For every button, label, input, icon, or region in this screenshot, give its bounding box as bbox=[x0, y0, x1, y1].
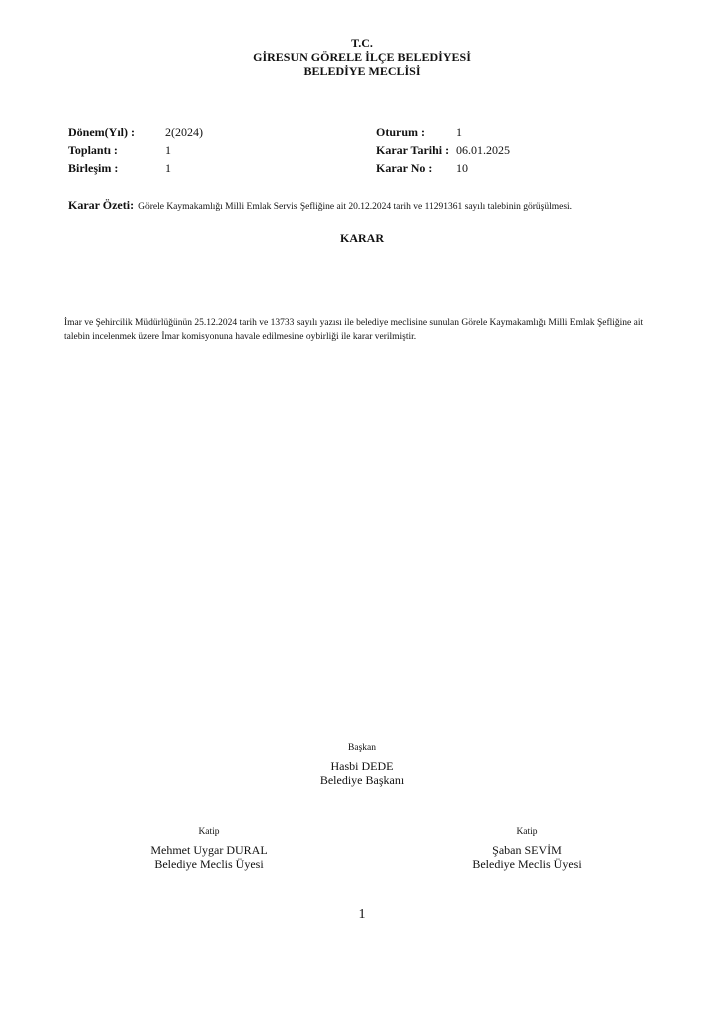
clerk-left-title: Belediye Meclis Üyesi bbox=[154, 857, 264, 871]
summary-label: Karar Özeti: bbox=[68, 198, 135, 212]
karar-tarihi-label: Karar Tarihi : bbox=[376, 143, 450, 157]
header-line-tc: T.C. bbox=[351, 36, 373, 50]
meta-row-3 bbox=[0, 161, 724, 175]
clerk-left-role: Katip bbox=[198, 827, 220, 837]
clerk-right-name: Şaban SEVİM bbox=[492, 843, 562, 857]
oturum-label: Oturum : bbox=[376, 125, 425, 139]
oturum-value: 1 bbox=[456, 125, 462, 139]
signature-president bbox=[262, 742, 462, 787]
donem-label: Dönem(Yıl) : bbox=[68, 125, 135, 139]
clerk-right-role: Katip bbox=[516, 827, 538, 837]
page-number: 1 bbox=[358, 907, 366, 922]
document-header bbox=[0, 36, 724, 78]
president-role: Başkan bbox=[348, 743, 376, 753]
karar-no-label: Karar No : bbox=[376, 161, 433, 175]
decision-summary bbox=[68, 196, 688, 214]
header-line-council: BELEDİYE MECLİSİ bbox=[303, 64, 421, 78]
president-title: Belediye Başkanı bbox=[319, 773, 405, 787]
clerk-right-title: Belediye Meclis Üyesi bbox=[472, 857, 582, 871]
donem-value: 2(2024) bbox=[165, 125, 203, 139]
signature-clerk-left bbox=[109, 826, 309, 871]
decision-body: İmar ve Şehircilik Müdürlüğünün 25.12.2024 tarih ve 13733 sayılı yazısı ile belediye meclisine sunulan Görele Kaymakamlığı Milli Emlak Şefliğine ait talebin incelenmek üzere İmar komisyonuna havale edilmesine oybirliği ile karar verilmiştir. bbox=[64, 318, 644, 342]
summary-text: Görele Kaymakamlığı Milli Emlak Servis Şefliğine ait 20.12.2024 tarih ve 11291361 sayılı talebinin görüşülmesi. bbox=[138, 202, 573, 212]
meta-row-1 bbox=[0, 125, 724, 139]
karar-tarihi-value: 06.01.2025 bbox=[456, 143, 510, 157]
header-line-municipality: GİRESUN GÖRELE İLÇE BELEDİYESİ bbox=[253, 50, 471, 64]
clerk-left-name: Mehmet Uygar DURAL bbox=[150, 843, 268, 857]
birlesim-value: 1 bbox=[165, 161, 171, 175]
toplanti-label: Toplantı : bbox=[68, 143, 118, 157]
karar-no-value: 10 bbox=[456, 161, 468, 175]
birlesim-label: Birleşim : bbox=[68, 161, 119, 175]
signature-clerk-right bbox=[427, 826, 627, 871]
president-name: Hasbi DEDE bbox=[330, 759, 394, 773]
meta-row-2 bbox=[0, 143, 724, 157]
decision-title: KARAR bbox=[340, 231, 384, 245]
toplanti-value: 1 bbox=[165, 143, 171, 157]
